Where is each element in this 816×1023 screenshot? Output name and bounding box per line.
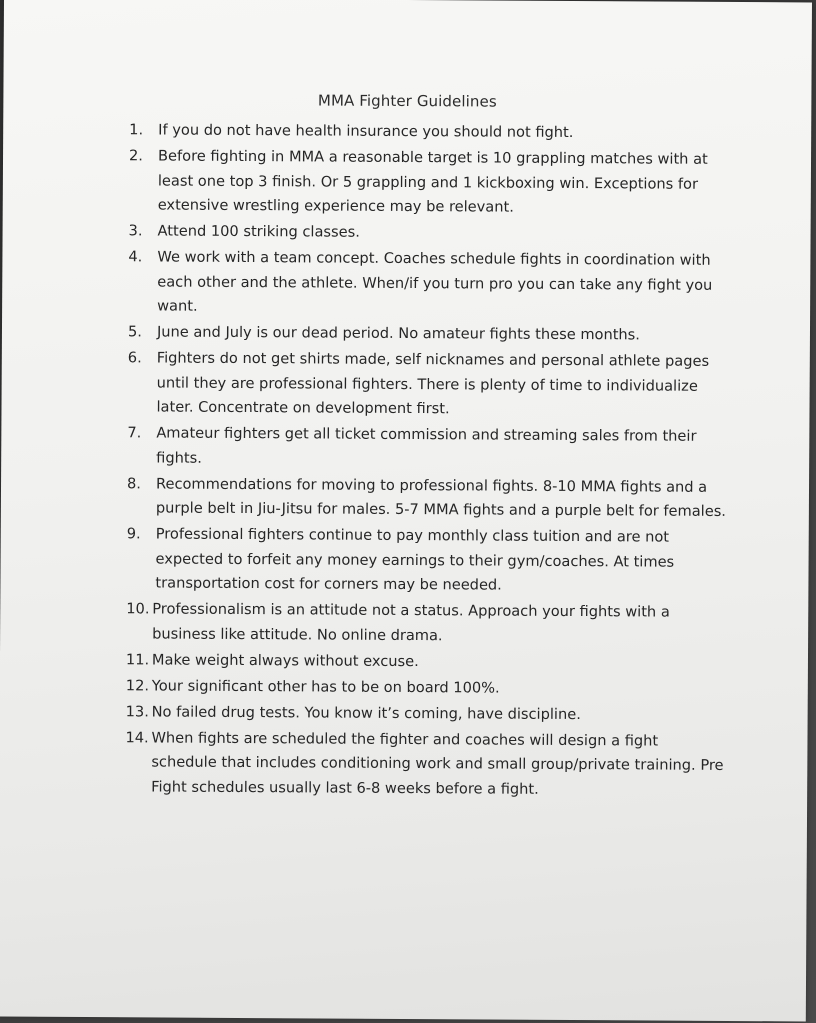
guideline-item [127,346,727,423]
guideline-item [127,421,727,474]
item-number: 5. [127,323,142,341]
guideline-item [127,472,727,525]
guideline-item [126,700,726,728]
guideline-item [126,522,726,599]
item-text: No failed drug tests. You know it’s coming, have discipline. [151,702,581,723]
item-text: Attend 100 striking classes. [157,222,360,241]
item-number: 13. [125,702,149,720]
item-text: We work with a team concept. Coaches schedule fights in coordination with each other and the athlete. When/if you turn pro you can take any fight you want. [157,248,713,315]
item-number: 10. [126,600,150,618]
item-text: Make weight always without excuse. [151,650,419,670]
item-text: When fights are scheduled the fighter and coaches will design a fight schedule that includes conditioning work and small group/private training. Pre Fight schedules usually last 6-8 weeks before a fight. [151,728,724,798]
item-text: Fighters do not get shirts made, self nicknames and personal athlete pages until they are professional fighters. There is plenty of time to individualize later. Concentrate on development first. [156,349,710,418]
item-number: 1. [129,121,144,139]
guideline-item [129,144,729,221]
item-number: 2. [128,147,144,165]
document-title: MMA Fighter Guidelines [317,91,497,111]
guideline-item [129,219,729,247]
item-text: Professional fighters continue to pay monthly class tuition and are not expected to forfeit any money earnings to their gym/coaches. At times transportation cost for corners may be needed. [155,525,675,594]
guideline-item [128,245,728,322]
item-text: June and July is our dead period. No amateur fights these months. [156,323,641,344]
guideline-item [129,118,729,146]
guideline-item [126,648,726,676]
item-text: Professionalism is an attitude not a status. Approach your fights with a business like attitude. No online drama. [152,600,670,644]
guideline-item [125,726,725,803]
item-number: 7. [127,424,142,442]
item-number: 6. [127,349,142,367]
item-text: If you do not have health insurance you should not fight. [158,121,574,142]
item-number: 14. [125,728,149,746]
item-text: Recommendations for moving to professional fights. 8-10 MMA fights and a purple belt in Jiu-Jitsu for males. 5-7 MMA fights and a purple belt for females. [155,474,727,520]
guideline-item [126,597,726,650]
item-number: 8. [126,474,142,492]
item-number: 4. [128,248,143,266]
item-number: 9. [126,525,141,543]
guideline-item [128,320,728,348]
item-text: Before fighting in MMA a reasonable target is 10 grappling matches with at least one top 3 finish. Or 5 grappling and 1 kickboxing win. Exceptions for extensive wrestling experience may be relevant. [157,147,708,216]
item-number: 11. [125,650,150,668]
guidelines-list [125,118,729,804]
item-text: Your significant other has to be on board 100%. [151,676,500,697]
item-text: Amateur fighters get all ticket commission and streaming sales from their fights. [156,424,697,467]
item-number: 12. [125,676,150,694]
item-number: 3. [128,222,143,240]
guideline-item [126,674,726,702]
